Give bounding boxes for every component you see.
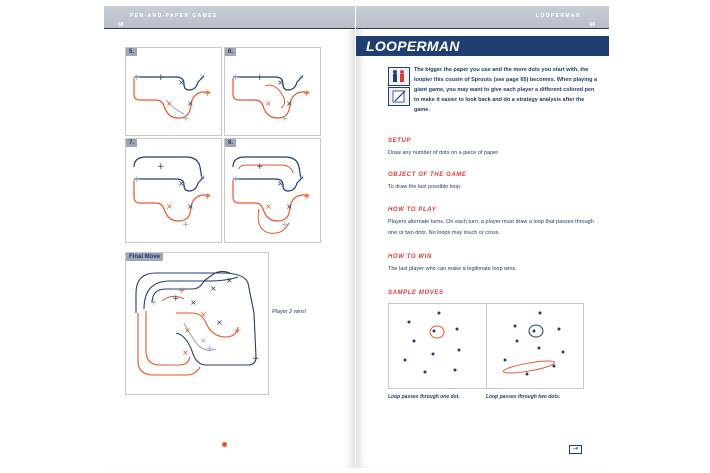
svg-text:×: × bbox=[199, 173, 206, 182]
how-to-win-text: The last player who can make a legitimate loop wins. bbox=[388, 266, 517, 272]
svg-text:+: + bbox=[256, 162, 264, 172]
left-page bbox=[104, 6, 355, 468]
sample-divider bbox=[486, 304, 487, 388]
svg-text:+: + bbox=[206, 344, 214, 354]
sample-caption-two-dots: Loop passes through two dots. bbox=[486, 394, 561, 400]
svg-text:×: × bbox=[190, 298, 197, 307]
players-icon bbox=[388, 67, 410, 86]
svg-text:+: + bbox=[252, 354, 260, 364]
svg-text:×: × bbox=[166, 99, 173, 108]
pen-paper-icon bbox=[388, 87, 410, 106]
final-move-caption: Player 2 wins! bbox=[272, 309, 307, 315]
final-move-panel bbox=[125, 252, 269, 395]
how-to-win-heading: HOW TO WIN bbox=[388, 254, 432, 260]
svg-text:×: × bbox=[200, 310, 207, 319]
left-header-rule bbox=[104, 28, 355, 29]
sample-moves-heading: SAMPLE MOVES bbox=[388, 290, 444, 296]
next-page-arrow-icon[interactable]: ⇥ bbox=[569, 445, 582, 454]
svg-text:+: + bbox=[281, 114, 289, 124]
svg-text:+: + bbox=[232, 175, 240, 185]
diagram-panel-8 bbox=[224, 138, 321, 243]
panel-8-label: 8. bbox=[225, 139, 236, 147]
svg-text:+: + bbox=[303, 89, 311, 99]
loop-diagram-6 bbox=[225, 48, 320, 135]
left-page-number: 68 bbox=[118, 22, 124, 28]
setup-text: Draw any number of dots on a piece of paper. bbox=[388, 150, 500, 156]
object-text: To draw the last possible loop. bbox=[388, 184, 462, 190]
svg-text:+: + bbox=[157, 162, 165, 172]
svg-text:+: + bbox=[133, 175, 141, 185]
final-move-label: Final Move bbox=[126, 253, 163, 261]
sample-moves-box bbox=[388, 303, 584, 389]
svg-text:+: + bbox=[204, 192, 212, 202]
diagram-panel-5 bbox=[125, 47, 222, 136]
svg-text:×: × bbox=[210, 284, 217, 293]
svg-text:×: × bbox=[298, 173, 305, 182]
how-to-play-text: Players alternate turns. On each turn, a player must draw a loop that passes through one or two dots. No loops may touch or cross. bbox=[388, 219, 594, 236]
sample-caption-one-dot: Loop passes through one dot. bbox=[388, 394, 460, 400]
svg-text:+: + bbox=[204, 89, 212, 99]
svg-text:+: + bbox=[303, 192, 311, 202]
intro-paragraph: The bigger the paper you use and the more dots you start with, the loopier this cousin of Sprouts (see page 65) becomes. When playing a giant game, you may want to give each player a different colored pen to make it easier to look back and do a strategy analysis after the game. bbox=[414, 67, 598, 113]
svg-text:×: × bbox=[226, 276, 233, 285]
svg-text:+: + bbox=[182, 220, 190, 230]
svg-text:×: × bbox=[182, 348, 189, 357]
svg-text:×: × bbox=[166, 202, 173, 211]
left-header bbox=[104, 6, 355, 28]
svg-text:+: + bbox=[256, 73, 264, 83]
svg-text:×: × bbox=[178, 78, 185, 87]
right-running-head: LOOPERMAN bbox=[535, 13, 581, 19]
diagram-panel-7 bbox=[125, 138, 222, 243]
svg-text:×: × bbox=[184, 326, 191, 335]
svg-text:×: × bbox=[265, 202, 272, 211]
svg-text:×: × bbox=[187, 99, 194, 108]
loop-diagram-8 bbox=[225, 139, 320, 242]
loop-diagram-5 bbox=[126, 48, 221, 135]
final-move-diagram bbox=[126, 253, 268, 394]
page-marker-dot bbox=[222, 442, 227, 447]
svg-text:×: × bbox=[286, 99, 293, 108]
svg-text:×: × bbox=[286, 202, 293, 211]
svg-text:+: + bbox=[281, 220, 289, 230]
title-bar bbox=[356, 36, 609, 56]
svg-text:×: × bbox=[187, 202, 194, 211]
svg-text:+: + bbox=[133, 73, 141, 83]
svg-text:×: × bbox=[298, 72, 305, 81]
svg-text:+: + bbox=[157, 73, 165, 83]
panel-6-label: 6. bbox=[225, 48, 236, 56]
svg-text:+: + bbox=[172, 294, 180, 304]
svg-text:×: × bbox=[178, 179, 185, 188]
svg-text:×: × bbox=[199, 72, 206, 81]
panel-5-label: 5. bbox=[126, 48, 137, 56]
svg-text:×: × bbox=[277, 78, 284, 87]
setup-heading: SETUP bbox=[388, 138, 412, 144]
right-header bbox=[356, 6, 609, 28]
right-page-number: 69 bbox=[589, 22, 595, 28]
left-running-head: PEN-AND-PAPER GAMES bbox=[130, 13, 218, 19]
svg-text:+: + bbox=[182, 114, 190, 124]
svg-text:+: + bbox=[178, 286, 186, 296]
svg-text:×: × bbox=[265, 99, 272, 108]
game-title: LOOPERMAN bbox=[366, 38, 460, 54]
right-page bbox=[356, 6, 609, 468]
loop-diagram-7 bbox=[126, 139, 221, 242]
how-to-play-heading: HOW TO PLAY bbox=[388, 207, 437, 213]
svg-text:+: + bbox=[234, 326, 242, 336]
svg-text:×: × bbox=[277, 179, 284, 188]
svg-text:×: × bbox=[200, 336, 207, 345]
svg-text:+: + bbox=[150, 298, 158, 308]
svg-text:+: + bbox=[232, 73, 240, 83]
object-heading: OBJECT OF THE GAME bbox=[388, 172, 467, 178]
svg-text:×: × bbox=[216, 318, 223, 327]
panel-7-label: 7. bbox=[126, 139, 137, 147]
right-header-rule bbox=[356, 28, 609, 29]
diagram-panel-6 bbox=[224, 47, 321, 136]
